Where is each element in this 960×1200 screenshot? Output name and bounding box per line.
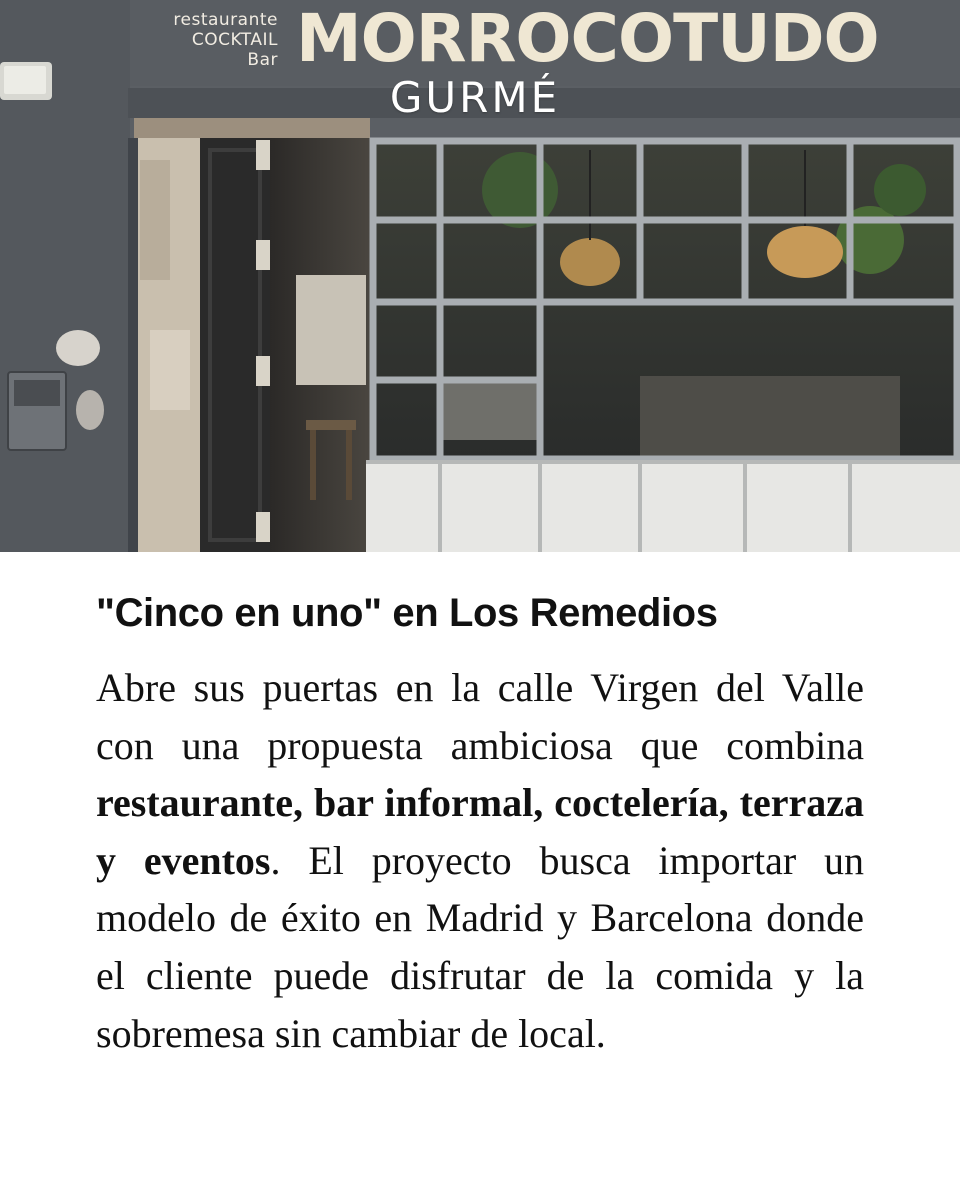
- sign-line-restaurante: restaurante: [173, 10, 278, 30]
- sign-name: MORROCOTUDO: [296, 0, 879, 77]
- storefront-photo: [0, 0, 960, 552]
- sign-line-cocktail: COCKTAIL: [191, 30, 278, 50]
- article-body: [96, 659, 864, 1062]
- brand-logo: GURMÉ: [389, 73, 561, 122]
- body-highlight: restaurante, bar informal, coctelería, terraza y eventos: [96, 780, 864, 883]
- article-headline: "Cinco en uno" en Los Remedios: [96, 591, 718, 635]
- sign-line-bar: Bar: [247, 50, 278, 70]
- body-outro: . El proyecto busca importar un modelo de éxito en Madrid y Barcelona donde el cliente puede disfrutar de la comida y la sobremesa sin cambiar de local.: [96, 837, 864, 1056]
- sign-subtitle: [156, 10, 278, 70]
- body-intro: Abre sus puertas en la calle Virgen del Valle con una propuesta ambiciosa que combina: [96, 665, 864, 768]
